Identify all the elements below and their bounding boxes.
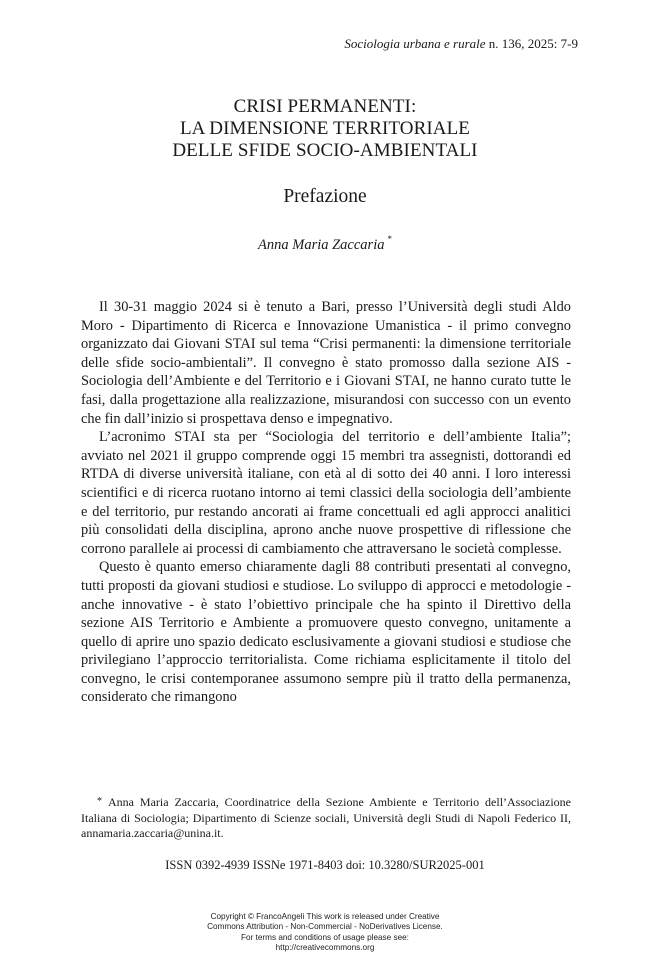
journal-name: Sociologia urbana e rurale bbox=[344, 36, 486, 51]
license-notice bbox=[175, 912, 475, 954]
body-paragraph: L’acronimo STAI sta per “Sociologia del territorio e dell’ambiente Italia”; avviato nel 2021 il gruppo comprende oggi 15 membri tra assegnisti, dottorandi ed RTDA di diverse università italiane, con età al di sotto dei 40 anni. I loro interessi scientifici e di ricerca ruotano intorno ai temi classici della sociologia dell’ambiente e del territorio, pur restando ancorati ai frame concettuali ed agli approcci analitici più consolidati della disciplina, aprono anche nuove prospettive di riflessione che corrono parallele ai processi di cambiamento che attraversano le società complesse. bbox=[81, 429, 571, 557]
body-paragraph: Questo è quanto emerso chiaramente dagli 88 contributi presentati al convegno, tutti proposti da giovani studiosi e studiose. Lo sviluppo di approcci e metodologie - anche innovative - è stato l’obiettivo principale che ha spinto il Direttivo della sezione AIS Territorio e Ambiente a promuovere questo convegno, unitamente a quello di aprire uno spazio dedicato esclusivamente a giovani studiosi e studiose che privilegiano l’approccio territorialista. Come richiama esplicitamente il titolo del convegno, le crisi contemporanee assumono sempre più il tratto della permanenza, considerato che rimangono bbox=[81, 559, 571, 706]
license-link[interactable]: http://creativecommons.org bbox=[275, 943, 375, 953]
running-head bbox=[344, 36, 578, 52]
author-footnote-mark[interactable]: * bbox=[387, 234, 392, 244]
footnote bbox=[81, 794, 571, 842]
license-line: Copyright © FrancoAngeli This work is released under Creative bbox=[210, 912, 440, 921]
author-name: Anna Maria Zaccaria bbox=[258, 237, 385, 253]
footnote-mark: * bbox=[97, 796, 102, 807]
title-line: CRISI PERMANENTI: bbox=[233, 96, 417, 117]
title-line: DELLE SFIDE SOCIO-AMBIENTALI bbox=[172, 140, 478, 161]
author-line bbox=[0, 234, 650, 254]
title-line: LA DIMENSIONE TERRITORIALE bbox=[179, 118, 471, 139]
body-paragraph: Il 30-31 maggio 2024 si è tenuto a Bari, presso l’Università degli studi Aldo Moro - Dipartimento di Ricerca e Innovazione Umanistica - il primo convegno organizzato dai Giovani STAI sul tema “Crisi permanenti: la dimensione territoriale delle sfide socio-ambientali”. Il convegno è stato promosso dalla sezione AIS - Sociologia dell’Ambiente e del Territorio e i Giovani STAI, ne hanno curato tutte le fasi, dalla progettazione alla realizzazione, misurandosi con successo con un evento che fin dall’inizio si prospettava denso e impegnativo. bbox=[81, 299, 571, 427]
license-line: Commons Attribution - Non-Commercial - NoDerivatives License. bbox=[207, 922, 443, 932]
footnote-text: Anna Maria Zaccaria, Coordinatrice della Sezione Ambiente e Territorio dell’Associazione Italiana di Sociologia; Dipartimento di Scienze sociali, Università degli Studi di Napoli Federico II, annamaria.zaccaria@unina.it. bbox=[81, 795, 571, 840]
issn-doi-line: ISSN 0392-4939 ISSNe 1971-8403 doi: 10.3280/SUR2025-001 bbox=[165, 858, 485, 872]
issue-info: n. 136, 2025: 7-9 bbox=[485, 36, 578, 51]
article-subtitle: Prefazione bbox=[283, 186, 367, 207]
article-title bbox=[0, 96, 650, 162]
article-body bbox=[81, 298, 571, 707]
license-line: For terms and conditions of usage please see: bbox=[241, 932, 409, 942]
